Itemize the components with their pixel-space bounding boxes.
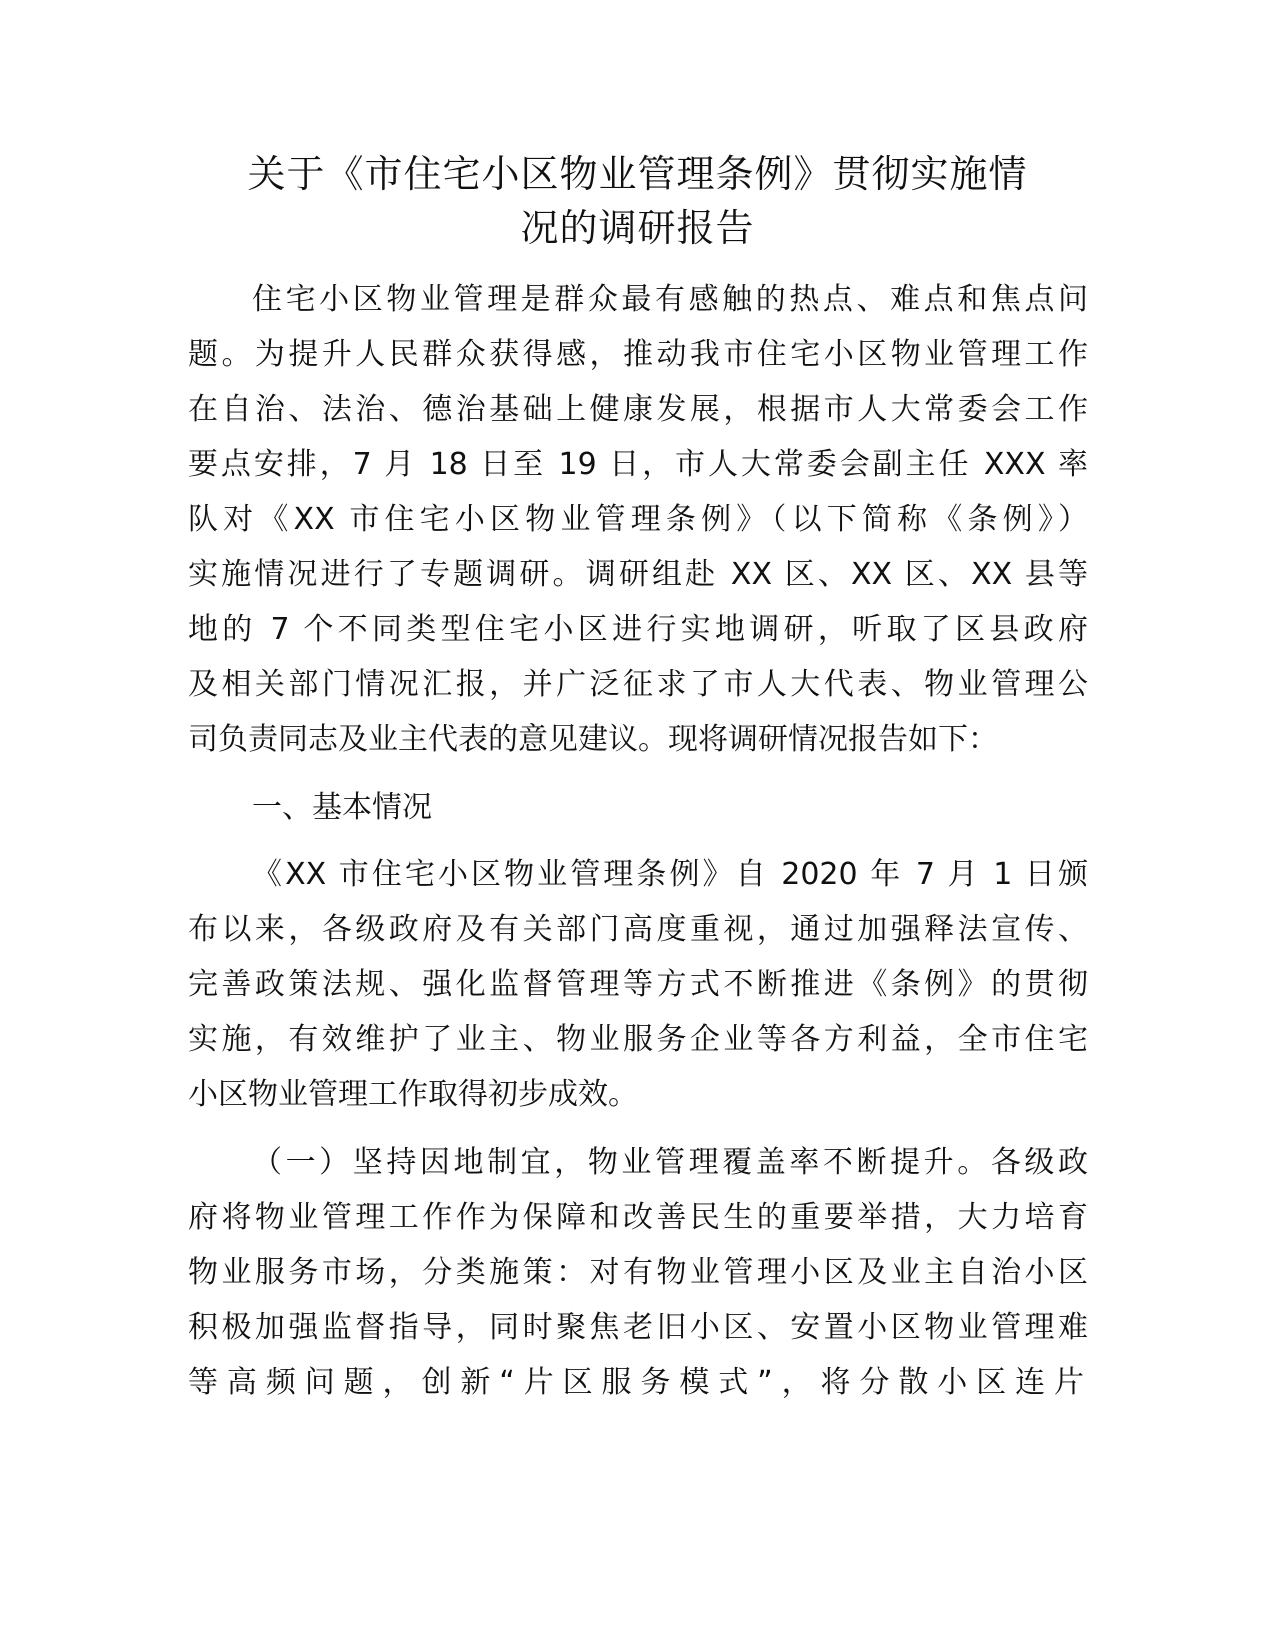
intro-line-3: 在自治、法治、德治基础上健康发展，根据市人大常委会工作 — [188, 392, 1088, 427]
intro-line-2: 题。为提升人民群众获得感，推动我市住宅小区物业管理工作 — [188, 337, 1088, 372]
intro-line-1: 住宅小区物业管理是群众最有感触的热点、难点和焦点问 — [252, 282, 1088, 317]
subsection1-line-3: 物业服务市场，分类施策：对有物业管理小区及业主自治小区 — [188, 1255, 1088, 1290]
intro-line-7: 地的 7 个不同类型住宅小区进行实地调研，听取了区县政府 — [188, 612, 1088, 647]
section1-line-1: 《XX 市住宅小区物业管理条例》自 2020 年 7 月 1 日颁 — [252, 857, 1088, 892]
intro-line-4: 要点安排，7 月 18 日至 19 日，市人大常委会副主任 XXX 率 — [188, 447, 1088, 482]
subsection1-line-1: （一）坚持因地制宜，物业管理覆盖率不断提升。各级政 — [252, 1145, 1088, 1180]
section1-line-5: 小区物业管理工作取得初步成效。 — [188, 1077, 638, 1112]
subsection1-line-4: 积极加强监督指导，同时聚焦老旧小区、安置小区物业管理难 — [188, 1310, 1088, 1345]
section1-line-3: 完善政策法规、强化监督管理等方式不断推进《条例》的贯彻 — [188, 967, 1088, 1002]
title-line-2: 况的调研报告 — [520, 206, 755, 250]
intro-line-8: 及相关部门情况汇报，并广泛征求了市人大代表、物业管理公 — [188, 667, 1088, 702]
title-line-1: 关于《市住宅小区物业管理条例》贯彻实施情 — [247, 152, 1028, 196]
section-heading-basic: 一、基本情况 — [252, 790, 432, 825]
intro-line-5: 队对《XX 市住宅小区物业管理条例》（以下简称《条例》） — [188, 502, 1088, 537]
intro-line-9: 司负责同志及业主代表的意见建议。现将调研情况报告如下： — [188, 722, 998, 757]
section1-line-4: 实施，有效维护了业主、物业服务企业等各方利益，全市住宅 — [188, 1022, 1088, 1057]
subsection1-line-5: 等高频问题，创新“片区服务模式”，将分散小区连片 — [188, 1365, 1088, 1400]
subsection1-line-2: 府将物业管理工作作为保障和改善民生的重要举措，大力培育 — [188, 1200, 1088, 1235]
intro-line-6: 实施情况进行了专题调研。调研组赴 XX 区、XX 区、XX 县等 — [188, 557, 1088, 592]
section1-line-2: 布以来，各级政府及有关部门高度重视，通过加强释法宣传、 — [188, 912, 1088, 947]
document-title — [170, 147, 1105, 255]
